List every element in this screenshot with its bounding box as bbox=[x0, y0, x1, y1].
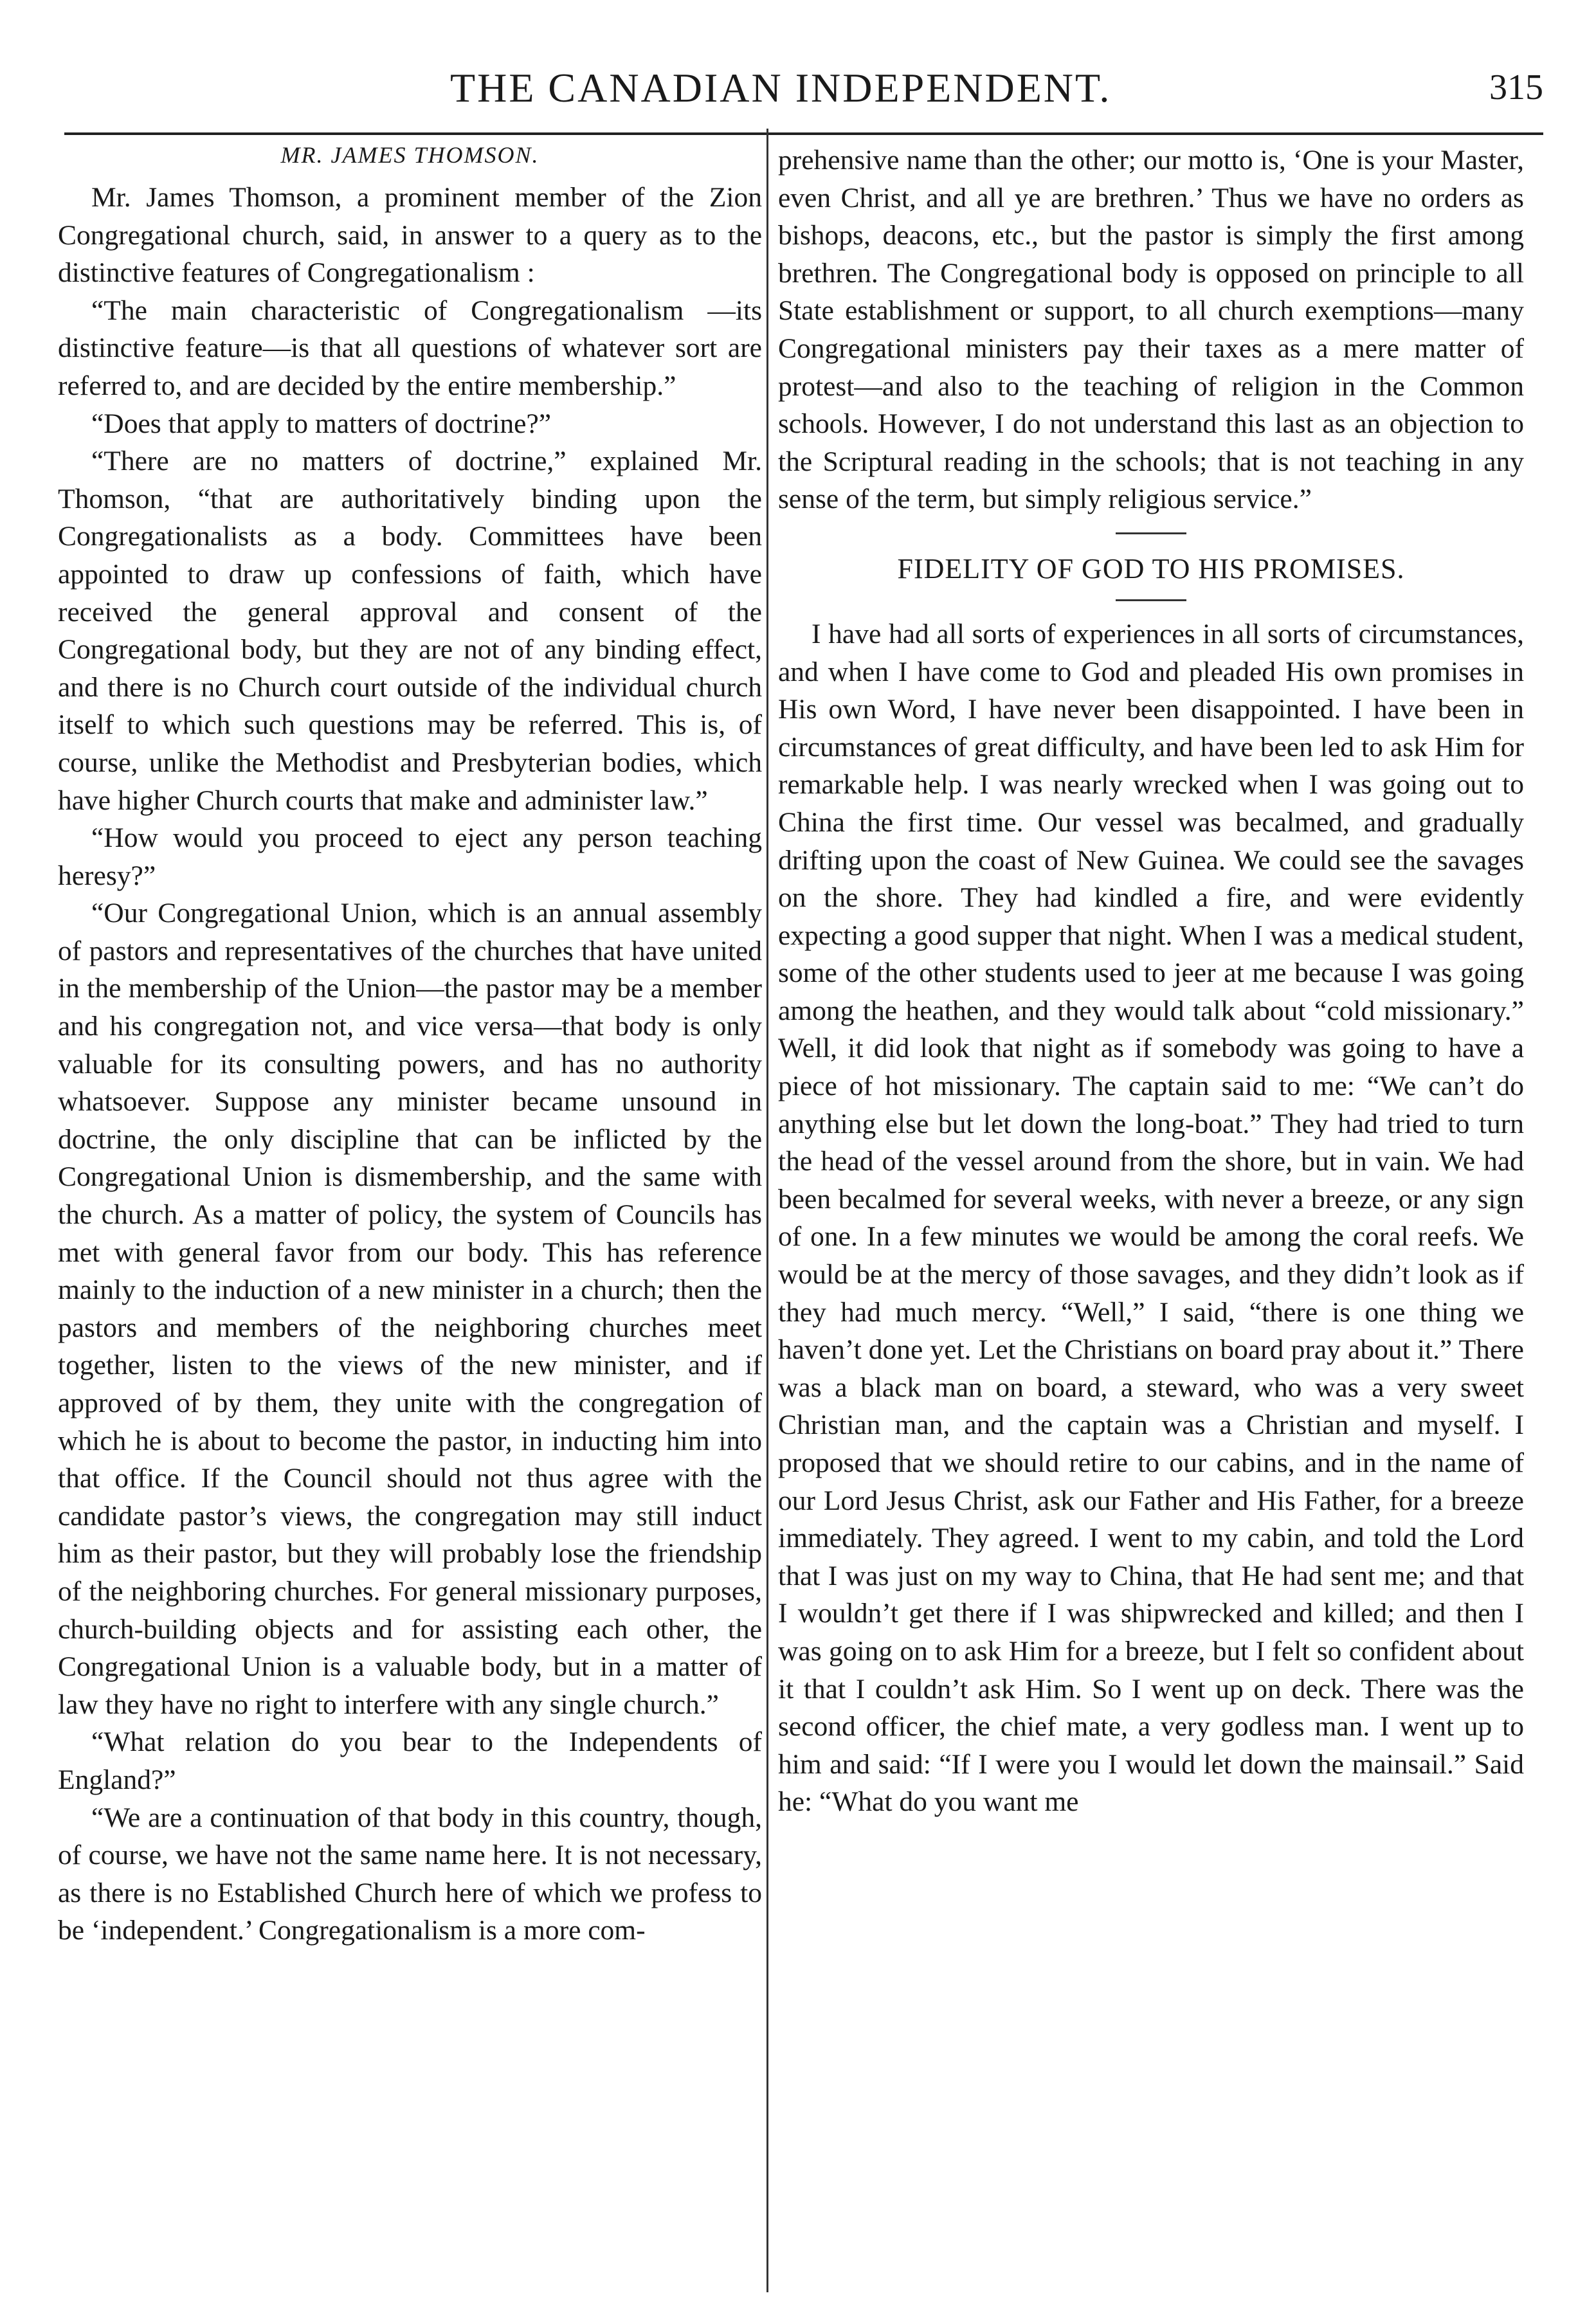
paragraph: I have had all sorts of experiences in all sorts of circumstances, and when I have come to God and pleaded His own promises in His own Word, I have never been disappointed. I have been in circumstances of great difficulty, and have been led to ask Him for remarkable help. I was nearly wrecked when I was going out to China the first time. Our vessel was becalmed, and gradually drifting upon the coast of New Guinea. We could see the savages on the shore. They had kindled a fire, and were evidently expecting a good supper that night. When I was a medical student, some of the other students used to jeer at me because I was going among the heathen, and they would talk about “cold missionary.” Well, it did look that night as if somebody was going to have a piece of hot missionary. The captain said to me: “We can’t do anything else but let down the long-boat.” They had tried to turn the head of the vessel around from the shore, but in vain. We had been becalmed for several weeks, with never a breeze, or any sign of one. In a few minutes we would be among the coral reefs. We would be at the mercy of those savages, and they didn’t look as if they had much mercy. “Well,” I said, “there is one thing we haven’t done yet. Let the Christians on board pray about it.” There was a black man on board, a steward, who was a very sweet Christian man, and the captain was a Christian and myself. I proposed that we should retire to our cabins, and in the name of our Lord Jesus Christ, ask our Father and His Father, for a breeze immediately. They agreed. I went to my cabin, and told the Lord that I was just on my way to China, that He had sent me; and that I wouldn’t get there if I was shipwrecked and killed; and then I was going on to ask Him for a breeze, but I felt so confident about it that I couldn’t ask Him. So I went up on deck. There was the second officer, the chief mate, a very godless man. I went up to him and said: “If I were you I would let down the mainsail.” Said he: “What do you want me bbox=[778, 618, 1524, 1818]
paragraph: “How would you proceed to eject any person teaching heresy?” bbox=[58, 822, 762, 891]
header-rule bbox=[64, 132, 1543, 135]
paragraph: “Our Congregational Union, which is an annual assembly of pastors and representatives of the churches that have united in the membership of the Union—the pastor may be a member and his congregation not, and vice versa—that body is only valuable for its consulting powers, and has no authority whatsoever. Suppose any minister became unsound in doctrine, the only discipline that can be inflicted by the Congregational Union is dismembership, and the same with the church. As a matter of policy, the system of Councils has met with general favor from our body. This has reference mainly to the induction of a new minister in a church; then the pastors and members of the neighboring churches meet together, listen to the views of the new minister, and if approved of by them, they unite with the congregation of which he is about to become the pastor, in inducting him into that office. If the Council should not thus agree with the candidate pastor’s views, the congregation may still induct him as their pastor, but they will probably lose the friendship of the neighboring churches. For general missionary purposes, church-building objects and for assisting each other, the Congregational Union is a valuable body, but in a matter of law they have no right to interfere with any single church.” bbox=[58, 898, 762, 1720]
paragraph: “There are no matters of doctrine,” explained Mr. Thomson, “that are authoritatively binding upon the Congregationalists as a body. Committees have been appointed to draw up confessions of faith, which have received the general approval and consent of the Congregational body, but they are not of any binding effect, and there is no Church court outside of the individual church itself to which such questions may be referred. This is, of course, unlike the Methodist and Presbyterian bodies, which have higher Church courts that make and administer law.” bbox=[58, 446, 762, 816]
column-divider bbox=[766, 129, 768, 2292]
paragraph: “Does that apply to matters of doctrine?” bbox=[91, 408, 552, 439]
heading-underline bbox=[1116, 599, 1186, 601]
page-header bbox=[26, 39, 1569, 129]
left-column bbox=[58, 141, 762, 2292]
right-column bbox=[778, 141, 1524, 2292]
section-heading-thomson: MR. JAMES THOMSON. bbox=[280, 142, 540, 168]
paragraph: Mr. James Thomson, a prominent member of the Zion Congregational church, said, in answer to a query as to the distinctive features of Congregationalism : bbox=[58, 182, 762, 289]
section-heading-fidelity: FIDELITY OF GOD TO HIS PROMISES. bbox=[897, 552, 1405, 584]
section-separator bbox=[1116, 532, 1186, 534]
paragraph: “The main characteristic of Congregationalism —its distinctive feature—is that all questions of whatever sort are referred to, and are decided by the entire membership.” bbox=[58, 294, 762, 401]
page-number: 315 bbox=[1489, 68, 1543, 107]
paragraph: “What relation do you bear to the Independents of England?” bbox=[58, 1726, 762, 1795]
paragraph: “We are a continuation of that body in this country, though, of course, we have not the same name here. It is not necessary, as there is no Established Church here of which we profess to be ‘independent.’ Congregationalism is a more com- bbox=[58, 1802, 762, 1946]
continued-paragraph: prehensive name than the other; our motto is, ‘One is your Master, even Christ, and all ye are brethren.’ Thus we have no orders as bishops, deacons, etc., but the pastor is simply the first among brethren. The Congregational body is opposed on principle to all State establishment or support, to all church exemptions—many Congregational ministers pay their taxes as a mere matter of protest—and also to the teaching of religion in the Common schools. However, I do not understand this last as an objection to the Scriptural reading in the schools; that is not teaching in any sense of the term, but simply religious service.” bbox=[778, 145, 1524, 515]
journal-title: THE CANADIAN INDEPENDENT. bbox=[450, 65, 1112, 111]
